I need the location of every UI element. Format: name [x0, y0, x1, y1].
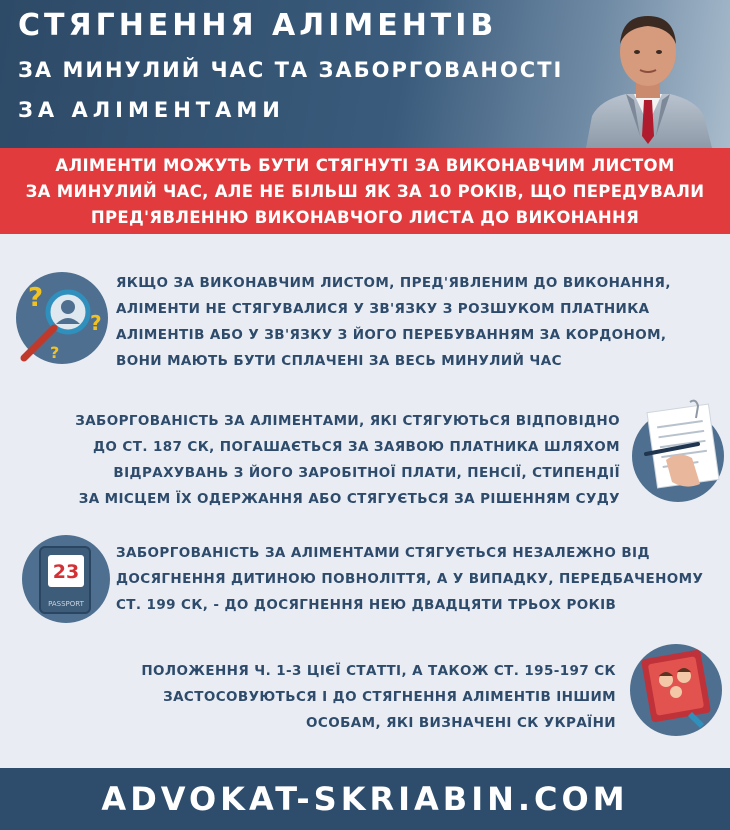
paragraph-line: ЗАСТОСОВУЮТЬСЯ І ДО СТЯГНЕННЯ АЛІМЕНТІВ ІНШИМ: [163, 689, 616, 705]
page-subtitle-line1: ЗА МИНУЛИЙ ЧАС ТА ЗАБОРГОВАНОСТІ: [18, 58, 564, 82]
paragraph-line: ЗА МІСЦЕМ ЇХ ОДЕРЖАННЯ АБО СТЯГУЄТЬСЯ ЗА РІШЕННЯМ СУДУ: [78, 491, 620, 507]
paragraph-line: АЛІМЕНТІВ АБО У ЗВ'ЯЗКУ З ЙОГО ПЕРЕБУВАННЯМ ЗА КОРДОНОМ,: [116, 327, 667, 343]
paragraph-other-persons: [141, 658, 616, 736]
paragraph-line: ЗАБОРГОВАНІСТЬ ЗА АЛІМЕНТАМИ, ЯКІ СТЯГУЮТЬСЯ ВІДПОВІДНО: [75, 413, 620, 429]
svg-text:?: ?: [90, 311, 102, 335]
paragraph-line: СТ. 199 СК, - ДО ДОСЯГНЕННЯ НЕЮ ДВАДЦЯТИ ТРЬОХ РОКІВ: [116, 597, 617, 613]
banner-line: ПРЕД'ЯВЛЕННЮ ВИКОНАВЧОГО ЛИСТА ДО ВИКОНАННЯ: [90, 208, 640, 227]
paragraph-line: ВОНИ МАЮТЬ БУТИ СПЛАЧЕНІ ЗА ВЕСЬ МИНУЛИЙ ЧАС: [116, 353, 562, 369]
key-statement-banner: [0, 148, 730, 234]
paragraph-search: [116, 270, 671, 374]
paragraph-line: ЗАБОРГОВАНІСТЬ ЗА АЛІМЕНТАМИ СТЯГУЄТЬСЯ НЕЗАЛЕЖНО ВІД: [116, 545, 650, 561]
page-subtitle-line2: ЗА АЛІМЕНТАМИ: [18, 98, 285, 122]
banner-line: АЛІМЕНТИ МОЖУТЬ БУТИ СТЯГНУТІ ЗА ВИКОНАВЧИМ ЛИСТОМ: [55, 156, 675, 175]
search-person-icon: [10, 270, 110, 370]
paragraph-line: ПОЛОЖЕННЯ Ч. 1-3 ЦІЄЇ СТАТТІ, А ТАКОЖ СТ. 195-197 СК: [141, 663, 616, 679]
paragraph-line: ВІДРАХУВАНЬ З ЙОГО ЗАРОБІТНОЇ ПЛАТИ, ПЕНСІЇ, СТИПЕНДІЇ: [113, 465, 620, 481]
passport-number: 23: [52, 561, 80, 583]
paragraph-line: ОСОБАМ, ЯКІ ВИЗНАЧЕНІ СК УКРАЇНИ: [306, 715, 616, 731]
document-signing-icon: [626, 398, 726, 508]
paragraph-line: ЯКЩО ЗА ВИКОНАВЧИМ ЛИСТОМ, ПРЕД'ЯВЛЕНИМ ДО ВИКОНАННЯ,: [116, 275, 671, 291]
page-title: СТЯГНЕННЯ АЛІМЕНТІВ: [18, 8, 498, 43]
family-book-icon: [626, 640, 726, 740]
svg-text:?: ?: [28, 283, 44, 313]
paragraph-line: ДО СТ. 187 СК, ПОГАШАЄТЬСЯ ЗА ЗАЯВОЮ ПЛАТНИКА ШЛЯХОМ: [93, 439, 620, 455]
passport-label: PASSPORT: [48, 600, 84, 608]
svg-text:?: ?: [50, 343, 60, 362]
paragraph-debt-repayment: [75, 408, 620, 512]
banner-line: ЗА МИНУЛИЙ ЧАС, АЛЕ НЕ БІЛЬШ ЯК ЗА 10 РОКІВ, ЩО ПЕРЕДУВАЛИ: [25, 182, 705, 201]
footer-website: ADVOKAT-SKRIABIN.COM: [0, 768, 730, 830]
lawyer-portrait: [578, 4, 718, 148]
paragraph-line: АЛІМЕНТИ НЕ СТЯГУВАЛИСЯ У ЗВ'ЯЗКУ З РОЗШУКОМ ПЛАТНИКА: [116, 301, 650, 317]
passport-icon: [20, 533, 112, 625]
header: [0, 0, 730, 148]
paragraph-adulthood: [116, 540, 703, 618]
paragraph-line: ДОСЯГНЕННЯ ДИТИНОЮ ПОВНОЛІТТЯ, А У ВИПАДКУ, ПЕРЕДБАЧЕНОМУ: [116, 571, 704, 587]
